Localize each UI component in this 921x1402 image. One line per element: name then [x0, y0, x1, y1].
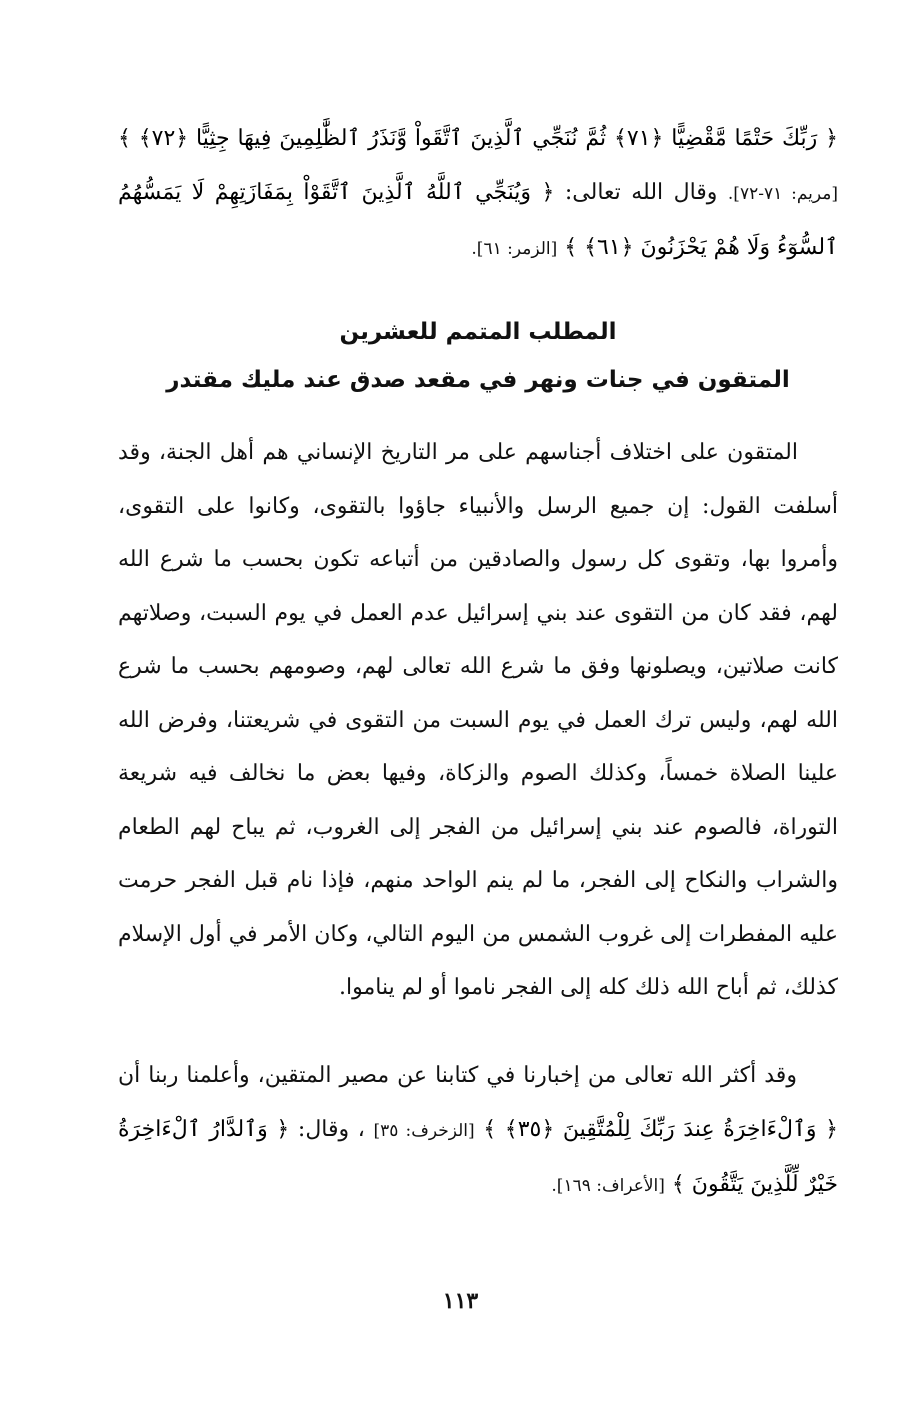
quran-verse-maryam: ﴿ رَبِّكَ حَتْمًا مَّقْضِيًّا ﴿٧١﴾ ثُمَّ نُنَجِّي ٱلَّذِينَ ٱتَّقَواْ وَّنَذَرُ ٱلظَّٰلِمِينَ فِيهَا جِثِيًّا ﴿٧٢﴾ ﴾: [118, 126, 838, 151]
page-number: ١١٣: [442, 1288, 479, 1314]
body-paragraph-2: [118, 1049, 838, 1214]
body-paragraph-1: المتقون على اختلاف أجناسهم على مر التاريخ الإنساني هم أهل الجنة، وقد أسلفت القول: إن جميع الرسل والأنبياء جاؤوا بالتقوى، وكانوا على التقوى، وأمروا بها، وتقوى كل رسول والصادقين من أتباعه تكون بحسب ما شرع الله لهم، فقد كان من التقوى عند بني إسرائيل عدم العمل في يوم السبت، وصلاتهم كانت صلاتين، ويصلونها وفق ما شرع الله تعالى لهم، وصومهم بحسب ما شرع الله لهم، وليس ترك العمل في يوم السبت من التقوى في شريعتنا، وفرض الله علينا الصلاة خمساً، وكذلك الصوم والزكاة، وفيها بعض ما نخالف فيه شريعة التوراة، فالصوم عند بني إسرائيل من الفجر إلى الغروب، ثم يباح لهم الطعام والشراب والنكاح إلى الفجر، ما لم ينم الواحد منهم، فإذا نام قبل الفجر حرمت عليه المفطرات إلى غروب الشمس من اليوم التالي، وكان الأمر في أول الإسلام كذلك، ثم أباح الله ذلك كله إلى الفجر ناموا أو لم يناموا.: [118, 440, 839, 1000]
verse-reference-zumar: [الزمر: ٦١].: [471, 239, 558, 259]
verse-reference-araf: [الأعراف: ١٦٩].: [551, 1176, 665, 1196]
quran-verse-zumar: ﴿ وَيُنَجِّي ٱللَّهُ ٱلَّذِينَ ٱتَّقَوْاْ بِمَفَازَتِهِمْ لَا يَمَسُّهُمُ ٱلسُّوٓءُ وَلَا هُمْ يَحْزَنُونَ ﴿٦١﴾ ﴾: [118, 179, 838, 260]
intro-verses: [118, 112, 838, 277]
section-title: المتقون في جنات ونهر في مقعد صدق عند مليك مقتدر: [166, 367, 790, 393]
paragraph-2-lead: وقد أكثر الله تعالى من إخبارنا في كتابنا عن مصير المتقين، وأعلمنا ربنا أن: [118, 1063, 797, 1088]
quran-verse-zukhruf: ﴿ وَٱلْءَاخِرَةُ عِندَ رَبِّكَ لِلْمُتَّقِينَ ﴿٣٥﴾ ﴾: [483, 1116, 838, 1142]
section-heading: المطلب المتمم للعشرين: [339, 319, 617, 345]
paragraph-2-connector: ، وقال:: [289, 1116, 365, 1142]
intro-connector: وقال الله تعالى:: [554, 179, 718, 205]
quran-verse-araf: ﴿ وَٱلدَّارُ ٱلْءَاخِرَةُ خَيْرٌ لِّلَّذِينَ يَتَّقُونَ ﴾: [118, 1116, 838, 1197]
verse-reference-maryam: [مريم: ٧١-٧٢].: [727, 183, 839, 204]
verse-reference-zukhruf: [الزخرف: ٣٥]: [373, 1120, 475, 1141]
